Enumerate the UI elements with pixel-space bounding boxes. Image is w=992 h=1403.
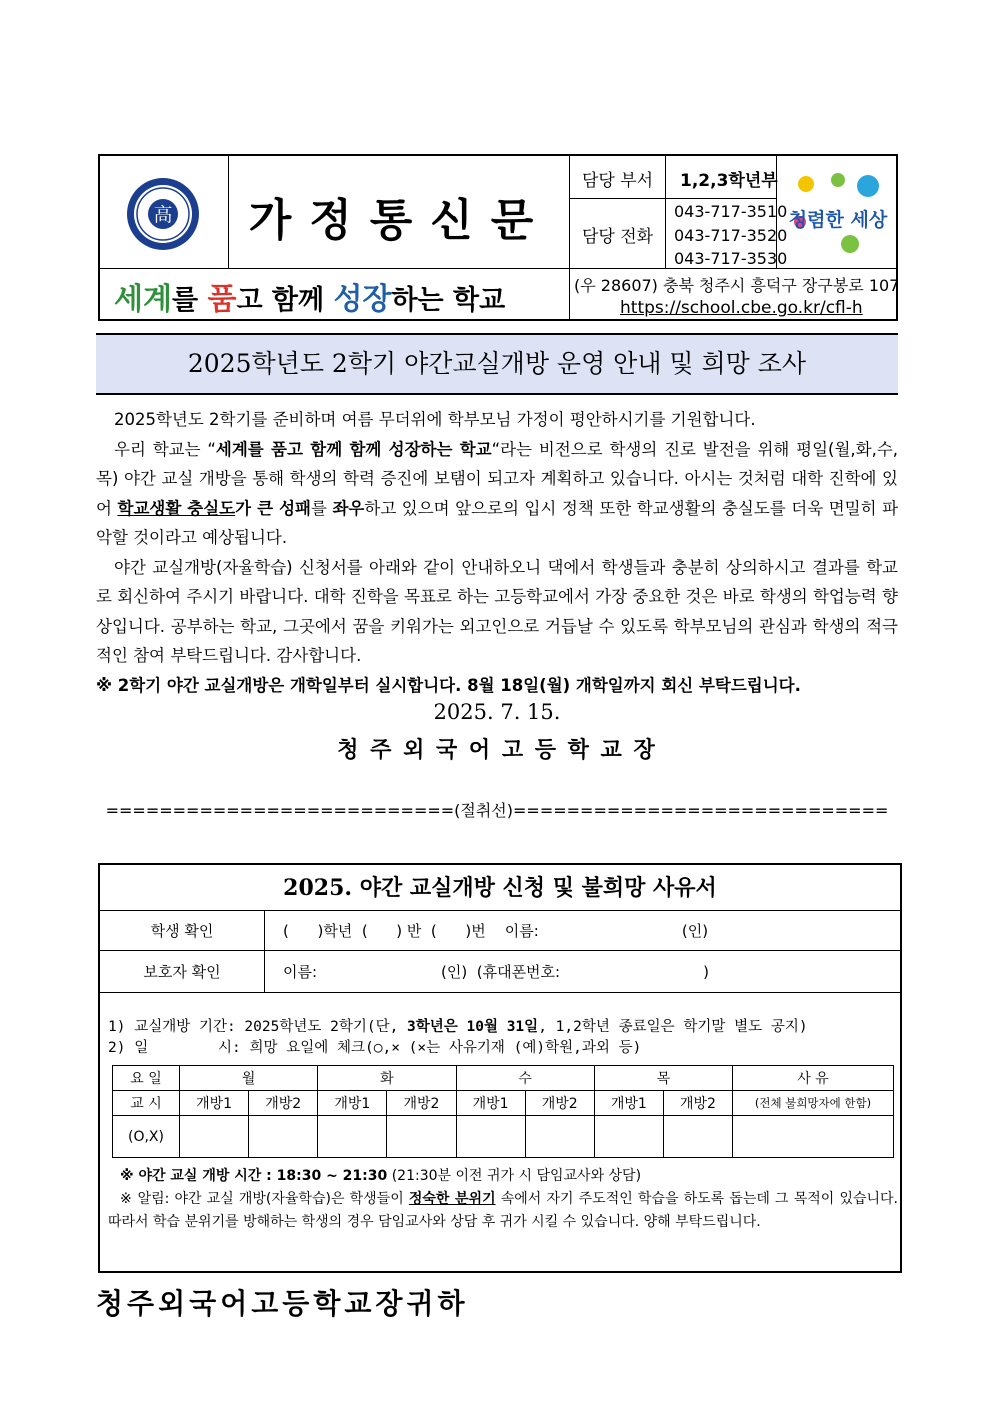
slogan-part-5: 성장 xyxy=(333,282,392,317)
mark-cell[interactable] xyxy=(180,1116,249,1158)
day-header: 요 일 xyxy=(113,1066,180,1091)
period-cell: 개방1 xyxy=(180,1091,249,1116)
dept-label: 담당 부서 xyxy=(582,171,654,191)
reason-note: (전체 불희망자에 한함) xyxy=(733,1091,894,1116)
closing-addressee: 청주외국어고등학교장귀하 xyxy=(96,1287,469,1320)
period-header: 교 시 xyxy=(113,1091,180,1116)
student-label: 학생 확인 xyxy=(100,911,265,950)
mark-label: (O,X) xyxy=(113,1116,180,1158)
period-cell: 개방2 xyxy=(525,1091,594,1116)
parent-row xyxy=(100,951,900,993)
period-cell: 개방1 xyxy=(594,1091,663,1116)
application-form xyxy=(98,863,902,1273)
school-website-link[interactable]: https://school.cbe.go.kr/cfl-h xyxy=(620,298,863,318)
notice-sender: 청 주 외 국 어 고 등 학 교 장 xyxy=(337,737,657,763)
notice-title: 2025학년도 2학기 야간교실개방 운영 안내 및 희망 조사 xyxy=(96,333,898,395)
notice-paragraph-1: 2025학년도 2학기를 준비하며 여름 무더위에 학부모님 가정이 평안하시기를 기원합니다. xyxy=(114,410,756,429)
phone-2: 043-717-3520 xyxy=(674,226,788,245)
period-cell: 개방2 xyxy=(249,1091,318,1116)
day-mon: 월 xyxy=(180,1066,318,1091)
period-line: 1) 교실개방 기간: 2025학년도 2학기(단, 3학년은 10월 31일, 1,2학년 종료일은 학기말 별도 공지) xyxy=(108,1019,808,1035)
period-cell: 개방1 xyxy=(456,1091,525,1116)
mark-cell[interactable] xyxy=(525,1116,594,1158)
slogan-part-4: 고 함께 xyxy=(236,285,334,316)
notice-paragraph-2: 우리 학교는 “세계를 품고 함께 함께 성장하는 학교“라는 비전으로 학생의 진로 발전을 위해 평일(월,화,수,목) 야간 교실 개방을 통해 학생의 학력 증진에 보탬이 되고자 계획하고 있습니다. 아시는 것처럼 대학 진학에 있어 학교생활 충실도가 큰 성패를 좌우하고 있으며 앞으로의 입시 정책 또한 학교생활의 충실도를 더욱 면밀히 파악할 것이라고 예상됩니다. xyxy=(96,439,899,547)
reason-cell[interactable] xyxy=(733,1116,894,1158)
slogan-part-3: 품 xyxy=(207,282,237,317)
day-thu: 목 xyxy=(594,1066,732,1091)
slogan xyxy=(114,274,505,318)
day-tue: 화 xyxy=(318,1066,456,1091)
logo-char: 高 xyxy=(153,204,173,226)
form-title: 2025. 야간 교실개방 신청 및 불희망 사유서 xyxy=(100,865,900,911)
header-box xyxy=(98,154,898,321)
period-cell: 개방2 xyxy=(387,1091,456,1116)
notice-paragraph-3: 야간 교실개방(자율학습) 신청서를 아래와 같이 안내하오니 댁에서 학생들과 충분히 상의하시고 결과를 학교로 회신하여 주시기 바랍니다. 대학 진학을 목표로 하는 고등학교에서 가장 중요한 것은 바로 학생의 학업능력 향상입니다. 공부하는 학교, 그곳에서 꿈을 키워가는 외고인으로 거듭날 수 있도록 학부모님의 관심과 학생의 적극적인 참여 부탁드립니다. 감사합니다. xyxy=(96,557,898,665)
mark-cell[interactable] xyxy=(594,1116,663,1158)
notice-reply-note: ※ 2학기 야간 교실개방은 개학일부터 실시합니다. 8월 18일(월) 개학일까지 회신 부탁드립니다. xyxy=(96,675,801,695)
period-cell: 개방1 xyxy=(318,1091,387,1116)
student-row xyxy=(100,911,900,951)
dept-value: 1,2,3학년부 xyxy=(680,171,778,191)
cut-line: ==========================(절취선)============================ xyxy=(105,801,889,820)
notice-body xyxy=(96,405,898,700)
slogan-part-2: 를 xyxy=(171,285,208,316)
student-fields[interactable]: ( )학년 ( ) 반 ( )번 이름: (인) xyxy=(283,922,709,940)
phone-label: 담당 전화 xyxy=(582,227,654,247)
mark-cell[interactable] xyxy=(663,1116,732,1158)
schedule-line: 2) 일 시: 희망 요일에 체크(○,× (×는 사유기재 (예)학원,과외 등) xyxy=(108,1040,642,1056)
parent-fields[interactable]: 이름: (인) (휴대폰번호: ) xyxy=(283,963,709,981)
phone-3: 043-717-3530 xyxy=(674,249,788,268)
table-row xyxy=(113,1116,894,1158)
mark-cell[interactable] xyxy=(387,1116,456,1158)
schedule-table xyxy=(112,1065,894,1158)
page-title: 가정통신문 xyxy=(248,195,552,246)
slogan-part-1: 세계 xyxy=(114,282,172,317)
open-time-note: ※ 야간 교실 개방 시간 : 18:30 ~ 21:30 (21:30분 이전 귀가 시 담임교사와 상담) xyxy=(120,1168,642,1184)
table-row xyxy=(113,1066,894,1091)
notice-date: 2025. 7. 15. xyxy=(433,700,561,724)
slogan-part-6: 하는 학교 xyxy=(391,285,506,316)
school-address: (우 28607) 충북 청주시 흥덕구 장구봉로 107 xyxy=(574,276,900,295)
mark-cell[interactable] xyxy=(456,1116,525,1158)
school-logo-icon xyxy=(125,176,201,252)
table-row xyxy=(113,1091,894,1116)
alert-note: ※ 알림: 야간 교실 개방(자율학습)은 학생들이 정숙한 분위기 속에서 자기 주도적인 학습을 하도록 돕는데 그 목적이 있습니다. 따라서 학습 분위기를 방해하는 학생의 경우 담임교사와 상담 후 귀가 시킬 수 있습니다. 양해 부탁드립니다. xyxy=(108,1191,898,1230)
badge-text: 청렴한 세상 xyxy=(788,209,888,231)
reason-header: 사 유 xyxy=(733,1066,894,1091)
mark-cell[interactable] xyxy=(249,1116,318,1158)
mark-cell[interactable] xyxy=(318,1116,387,1158)
period-cell: 개방2 xyxy=(663,1091,732,1116)
phone-1: 043-717-3510 xyxy=(674,202,788,221)
parent-label: 보호자 확인 xyxy=(100,951,265,992)
integrity-badge-icon xyxy=(788,166,888,262)
day-wed: 수 xyxy=(456,1066,594,1091)
